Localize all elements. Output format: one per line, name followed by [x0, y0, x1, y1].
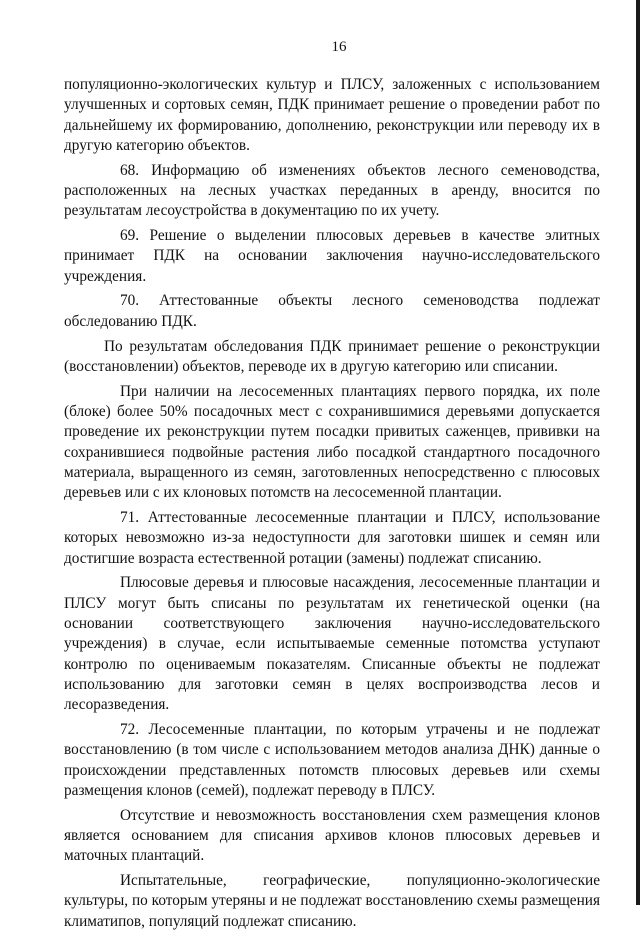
paragraph-71-write-off: Плюсовые деревья и плюсовые насаждения, лесосеменные плантации и ПЛСУ могут быть списаны по результатам их генетической оценки (на основании соответствующего заключения научно-исследовательского учреждения) в случае, если испытываемые семенные потомства уступают контролю по оцениваемым показателям. Списанные объекты не подлежат использованию для заготовки семян в целях воспроизводства лесов и лесоразведения. — [64, 574, 600, 714]
paragraph-69: 69. Решение о выделении плюсовых деревьев в качестве элитных принимает ПДК на основании заключения научно-исследовательского учреждения. — [64, 227, 600, 285]
paragraph-70-inspection-results: По результатам обследования ПДК принимает решение о реконструкции (восстановлении) объектов, переводе их в другую категорию или списании. — [64, 337, 600, 375]
paragraph-continuation: популяционно-экологических культур и ПЛСУ, заложенных с использованием улучшенных и сортовых семян, ПДК принимает решение о проведении работ по дальнейшему их формированию, дополнению, реконструкции или переводу их в другую категорию объектов. — [64, 76, 600, 154]
paragraph-68: 68. Информацию об изменениях объектов лесного семеноводства, расположенных на лесных участках переданных в аренду, вносится по результатам лесоустройства в документацию по их учету. — [64, 161, 600, 220]
paragraph-70-reconstruction: При наличии на лесосеменных плантациях первого порядка, их поле (блоке) более 50% посадочных мест с сохранившимися деревьями допускается проведение их реконструкции путем посадки привитых саженцев, прививки на сохранившиеся подвойные растения либо посадкой стандартного посадочного материала, выращенного из семян, заготовленных непосредственно с плюсовых деревьев или с их клоновых потомств на лесосеменной плантации. — [64, 382, 600, 502]
paragraph-72: 72. Лесосеменные плантации, по которым утрачены и не подлежат восстановлению (в том числе с использованием методов анализа ДНК) данные о происхождении представленных потомств плюсовых деревьев или схемы размещения клонов (семей), подлежат переводу в ПЛСУ. — [64, 720, 600, 799]
paragraph-72-archives: Отсутствие и невозможность восстановления схем размещения клонов является основанием для списания архивов клонов плюсовых деревьев и маточных плантаций. — [64, 806, 600, 865]
page-number: 16 — [331, 39, 347, 55]
paragraph-70: 70. Аттестованные объекты лесного семеноводства подлежат обследованию ПДК. — [64, 292, 600, 330]
scan-edge-shadow — [636, 0, 640, 905]
paragraph-71: 71. Аттестованные лесосеменные плантации и ПЛСУ, использование которых невозможно из-за недоступности для заготовки шишек и семян или достигшие возраста естественной ротации (замены) подлежат списанию. — [64, 508, 600, 567]
paragraph-72-test-cultures: Испытательные, географические, популяционно-экологические культуры, по которым утеряны и не подлежат восстановлению схемы размещения климатипов, популяций подлежат списанию. — [64, 871, 600, 930]
